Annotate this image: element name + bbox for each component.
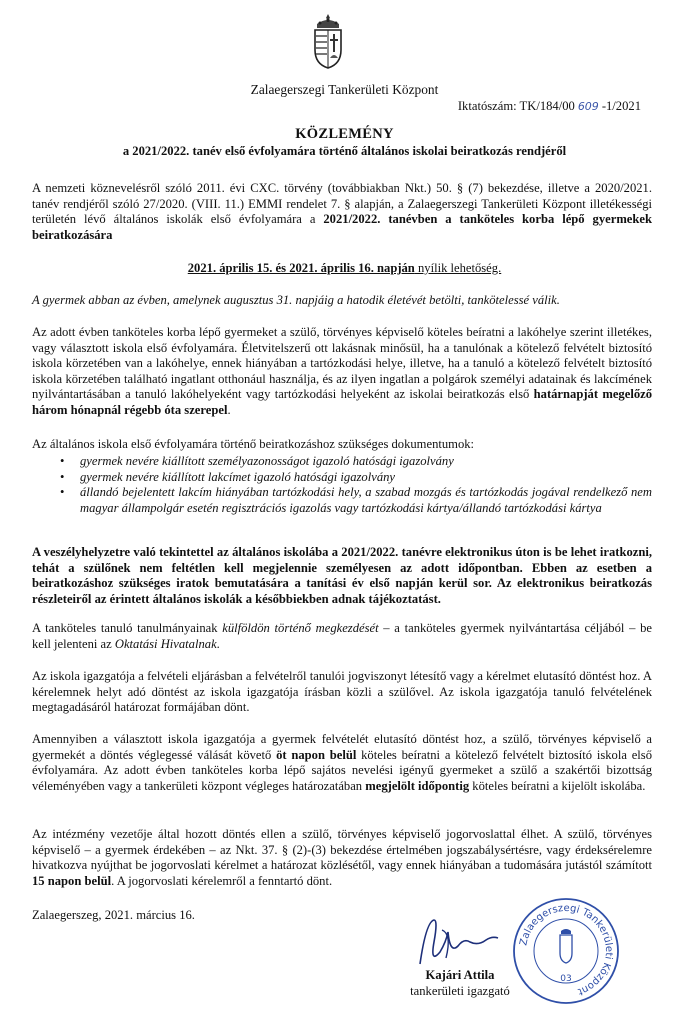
document-title: KÖZLEMÉNY (295, 126, 394, 142)
filing-suffix: -1/2021 (601, 99, 641, 113)
list-item (32, 470, 652, 486)
list-item (32, 454, 652, 470)
rejection-text-3: köteles beíratni a kijelölt iskolába. (469, 778, 646, 793)
bullet-icon: • (60, 454, 65, 468)
documents-list (32, 454, 652, 516)
appeal-text-2: . A jogorvoslati kérelemről a fenntartó dönt. (111, 873, 333, 888)
admission-paragraph: Az iskola igazgatója a felvételi eljárásban a felvételről tanulói jogviszonyt létesítő vagy a kérelmet elutasító döntést hoz. A kérelemnek helyt adó döntést az iskola igazgatója írásban közli a szülővel. Az iskola igazgatója tanuló felvételének megtagadásáról határozat formájában dönt. (32, 669, 652, 715)
abroad-text: A tanköteles tanuló tanulmányainak (32, 621, 223, 635)
svg-text:Zalaegerszegi Tankerületi Közp: Zalaegerszegi Tankerületi Központ (518, 902, 615, 997)
abroad-italic: külföldön történő megkezdését (222, 621, 379, 635)
abroad-text-3: . (216, 636, 220, 651)
list-item-text: állandó bejelentett lakcím hiányában tartózkodási hely, a szabad mozgás és tartózkodás jogával rendelkező nem magyar állampolgár esetén regisztrációs igazolás vagy tartózkodási kártya/állandó tartózkodási kártya (80, 485, 652, 515)
appeal-bold: 15 napon belül (32, 873, 112, 888)
enrollment-dates-line (0, 261, 689, 277)
signatory-block (390, 968, 530, 999)
enrollment-dates-rest: nyílik lehetőség. (414, 261, 502, 275)
enrollment-text-end: . (227, 402, 231, 417)
abroad-paragraph (32, 621, 652, 652)
rejection-text-2: köteles beíratni a kötelező felvételt biztosító iskola első évfolyamára. Az adott évben tanköteles korba lépő sajátos nevelési igényű gyermeket a szülő a szakértői bizottság véleményében vagy a tankerületi központ végleges határozatában (32, 747, 652, 793)
abroad-italic-2: Oktatási Hivatalnak (114, 636, 217, 651)
intro-text: A nemzeti köznevelésről szóló 2011. évi CXC. törvény (továbbiakban Nkt.) 50. § (7) bekezdése, illetve a 2020/2021. tanév rendjéről szóló 27/2020. (VIII. 11.) EMMI rendelet 7. § alapján, a Zalaegerszegi Tankerületi Központ illetékességi területén lévő általános iskolák első évfolyamára a (32, 181, 652, 227)
emergency-notice-paragraph: A veszélyhelyzetre való tekintettel az általános iskolába a 2021/2022. tanévre elektronikus úton is be lehet iratkozni, tehát a szülőnek nem feltétlen kell megjelennie személyesen az adott időpontban. Ebben az esetben a beiratkozáshoz szükséges iratok bemutatására a tanítási év első napján kerül sor. Az elektronikus beiratkozás részleteiről az érintett általános iskolák a későbbiekben adnak tájékoztatást. (32, 545, 652, 606)
rejection-bold-2: megjelölt időpontig (365, 778, 470, 793)
signatory-title: tankerületi igazgató (410, 983, 510, 998)
intro-paragraph (32, 181, 652, 243)
list-item-text: gyermek nevére kiállított személyazonosságot igazoló hatósági igazolvány (80, 454, 454, 468)
filing-number (458, 99, 641, 115)
age-rule-text: A gyermek abban az évben, amelynek augusztus 31. napjáig a hatodik életévét betölti, tankötelessé válik. (32, 293, 560, 307)
svg-text:03: 03 (560, 974, 572, 984)
appeal-paragraph (32, 827, 652, 889)
rejection-bold: öt napon belül (276, 747, 357, 762)
list-item-text: gyermek nevére kiállított lakcímet igazoló hatósági igazolvány (80, 469, 395, 484)
enrollment-obligation-paragraph (32, 325, 652, 419)
hungarian-coat-of-arms-icon (311, 12, 345, 70)
handwritten-signature (412, 912, 502, 974)
filing-handwritten-number: 609 (577, 100, 599, 113)
bullet-icon: • (60, 469, 65, 484)
enrollment-dates: 2021. április 15. és 2021. április 16. napján (187, 261, 415, 275)
list-item (32, 485, 652, 516)
filing-prefix: Iktatószám: TK/184/00 (457, 99, 575, 113)
place-and-date: Zalaegerszeg, 2021. március 16. (32, 908, 195, 922)
enrollment-bold: határnapját megelőző három hónapnál régebb óta szerepel (32, 387, 653, 417)
rejection-paragraph (32, 732, 652, 794)
abroad-text-2: – a tanköteles gyermek nyilvántartása céljából – be kell jelenteni az (32, 621, 653, 651)
enrollment-text: Az adott évben tanköteles korba lépő gyermeket a szülő, törvényes képviselő köteles beíratni a lakóhelye szerint illetékes, vagy választott iskola első évfolyamára. Életvitelszerű ott lakásnak minősül, ha a tanulónak a kötelező felvételt biztosító iskola körzetében van a lakóhelye, ennek hiányában a tartózkodási helye, illetve, ha a tanuló a kötelező felvételt biztosító iskola körzetében található ingatlant otthonául használja, és az ilyen ingatlan a polgárok személyi adatainak és lakcímének nyilvántartásában a tanuló lakóhelyeként vagy tartózkodási helyeként az iskolai beiratkozás első (32, 325, 652, 402)
appeal-text: Az intézmény vezetője által hozott döntés ellen a szülő, törvényes képviselő jogorvoslattal élhet. A szülő, törvényes képviselő – a gyermek érdekében – az Nkt. 37. § (2)-(3) bekezdése értelmében jogszabálysértésre, vagy érdeksérelemre hivatkozva nyújthat be jogorvoslati kérelmet a határozat közlésétől, vagy ennek hiányában a tudomására jutástól számított (32, 827, 652, 873)
signatory-name: Kajári Attila (425, 968, 495, 982)
bullet-icon: • (60, 485, 65, 500)
document-subtitle: a 2021/2022. tanév első évfolyamára történő általános iskolai beiratkozás rendjéről (122, 144, 567, 158)
documents-intro: Az általános iskola első évfolyamára történő beiratkozáshoz szükséges dokumentumok: (32, 437, 475, 451)
intro-bold: 2021/2022. tanévben a tanköteles korba lépő gyermekek beiratkozására (32, 212, 652, 242)
rejection-text: Amennyiben a választott iskola igazgatója a gyermek felvételét elutasító döntést hoz, a szülő, törvényes képviselő a gyermekét a döntés véglegessé válását követő (32, 732, 652, 762)
agency-name: Zalaegerszegi Tankerületi Központ (250, 82, 439, 97)
age-rule-paragraph (32, 293, 652, 309)
